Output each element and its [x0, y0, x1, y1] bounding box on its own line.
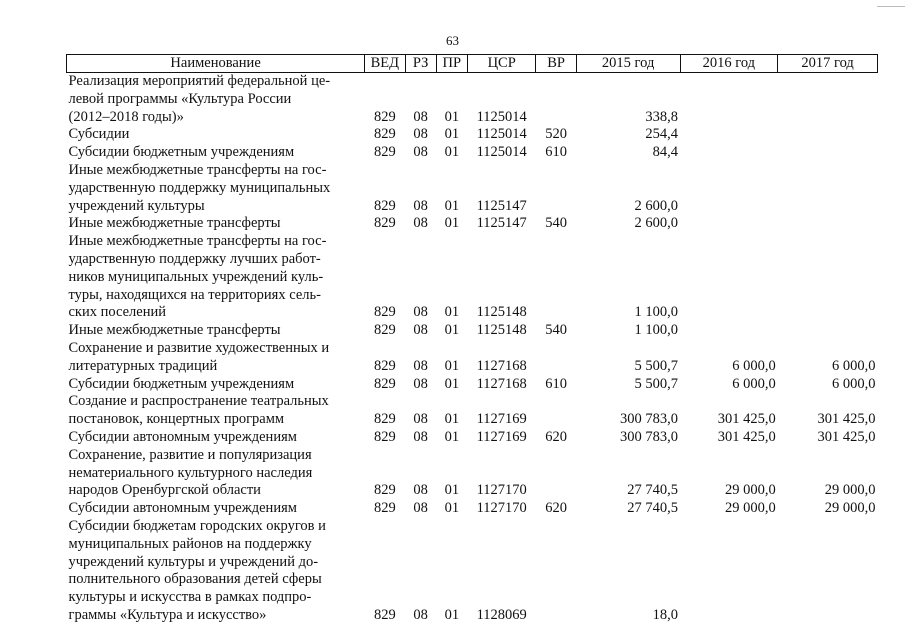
cell-2017	[778, 126, 878, 144]
cell-2017: 29 000,0	[824, 500, 876, 517]
cell-2017: 6 000,0	[832, 357, 876, 374]
name-line: ударственную поддержку лучших работ-	[68, 250, 321, 267]
cell-2015: 18,0	[652, 606, 678, 623]
name-line: учреждений культуры	[68, 197, 205, 214]
name-line: муниципальных районов на поддержку	[68, 535, 312, 552]
budget-table	[66, 54, 878, 625]
cell-rz: 08	[413, 144, 428, 161]
table-row	[67, 500, 878, 518]
cell-vr	[536, 73, 576, 127]
name-line: Создание и распространение театральных	[68, 393, 329, 410]
table-row	[67, 144, 878, 162]
cell-name	[67, 322, 365, 340]
scan-edge-mark	[877, 0, 905, 7]
cell-ved: 829	[373, 411, 396, 428]
cell-csr: 1125148	[476, 304, 527, 321]
cell-name	[67, 73, 365, 127]
cell-csr: 1127170	[476, 500, 527, 517]
cell-2015: 27 740,5	[627, 482, 678, 499]
cell-name	[67, 162, 365, 215]
cell-vr	[536, 518, 576, 625]
cell-2017	[778, 73, 878, 127]
cell-csr: 1125014	[476, 126, 527, 143]
cell-2015: 5 500,7	[634, 357, 678, 374]
cell-name	[67, 144, 365, 162]
cell-2017: 6 000,0	[832, 375, 876, 392]
table-row	[67, 215, 878, 233]
cell-csr: 1127168	[476, 357, 527, 374]
cell-2015: 338,8	[645, 108, 678, 125]
cell-name	[67, 447, 365, 500]
cell-csr: 1125014	[476, 144, 527, 161]
cell-rz: 08	[413, 411, 428, 428]
cell-vr: 610	[545, 375, 567, 392]
name-line: народов Оренбургской области	[68, 482, 261, 499]
table-row	[67, 162, 878, 215]
header-rz: РЗ	[405, 55, 436, 73]
cell-name	[67, 233, 365, 322]
cell-ved: 829	[373, 322, 396, 339]
cell-2017	[778, 162, 878, 215]
cell-2016	[680, 144, 778, 162]
cell-pr: 01	[444, 108, 460, 125]
cell-2017: 301 425,0	[817, 428, 876, 445]
cell-ved: 829	[373, 215, 396, 232]
header-ved: ВЕД	[365, 55, 405, 73]
cell-csr: 1125147	[476, 215, 527, 232]
cell-vr	[536, 340, 576, 376]
name-line: Субсидии бюджетным учреждениям	[68, 375, 295, 392]
cell-2016	[680, 162, 778, 215]
cell-pr: 01	[444, 144, 460, 161]
name-line: ударственную поддержку муниципальных	[68, 179, 331, 196]
name-line: постановок, концертных программ	[68, 411, 285, 428]
cell-2017	[778, 233, 878, 322]
cell-pr: 01	[444, 375, 460, 392]
table-row	[67, 322, 878, 340]
cell-csr: 1125148	[476, 322, 527, 339]
cell-2015: 300 783,0	[620, 411, 678, 428]
cell-name	[67, 376, 365, 394]
cell-2016	[680, 518, 778, 625]
cell-csr: 1127170	[476, 482, 527, 499]
cell-ved: 829	[373, 428, 396, 445]
cell-ved: 829	[373, 144, 396, 161]
cell-csr: 1125147	[476, 197, 527, 214]
cell-name	[67, 340, 365, 376]
cell-2015: 300 783,0	[620, 428, 678, 445]
name-line: Субсидии бюджетным учреждениям	[68, 144, 295, 161]
table-header	[67, 55, 878, 73]
name-line: туры, находящихся на территориях сель-	[68, 286, 321, 303]
cell-2016: 6 000,0	[732, 375, 776, 392]
cell-vr	[536, 162, 576, 215]
cell-rz: 08	[413, 357, 428, 374]
cell-pr: 01	[444, 482, 460, 499]
cell-ved: 829	[373, 126, 396, 143]
cell-pr: 01	[444, 304, 460, 321]
cell-ved: 829	[373, 357, 396, 374]
table-row	[67, 393, 878, 429]
cell-2015: 1 100,0	[634, 304, 678, 321]
name-line: Субсидии	[68, 126, 130, 143]
cell-ved: 829	[373, 375, 396, 392]
cell-vr: 620	[545, 428, 567, 445]
table-row	[67, 73, 878, 127]
cell-vr	[536, 393, 576, 429]
cell-vr: 540	[545, 215, 567, 232]
header-2017: 2017 год	[778, 55, 878, 73]
table-body	[67, 73, 878, 625]
cell-2015: 5 500,7	[634, 375, 678, 392]
cell-csr: 1127169	[476, 411, 527, 428]
cell-pr: 01	[444, 126, 460, 143]
cell-ved: 829	[373, 304, 396, 321]
cell-2016	[680, 233, 778, 322]
name-line: полнительного образования детей сферы	[68, 571, 322, 588]
cell-vr: 610	[545, 144, 567, 161]
cell-2016: 6 000,0	[732, 357, 776, 374]
cell-pr: 01	[444, 428, 460, 445]
table-row	[67, 376, 878, 394]
name-line: Субсидии бюджетам городских округов и	[68, 517, 326, 534]
name-line: левой программы «Культура России	[68, 90, 292, 107]
cell-2016	[680, 215, 778, 233]
name-line: Сохранение, развитие и популяризация	[68, 446, 312, 463]
header-2016: 2016 год	[680, 55, 778, 73]
table-row	[67, 233, 878, 322]
cell-pr: 01	[444, 606, 460, 623]
cell-2017	[778, 215, 878, 233]
table-row	[67, 429, 878, 447]
cell-vr: 540	[545, 322, 567, 339]
cell-2016	[680, 322, 778, 340]
name-line: ников муниципальных учреждений куль-	[68, 268, 324, 285]
cell-2016	[680, 73, 778, 127]
cell-name	[67, 215, 365, 233]
cell-pr: 01	[444, 197, 460, 214]
cell-ved: 829	[373, 606, 396, 623]
name-line: ских поселений	[68, 304, 166, 321]
cell-rz: 08	[413, 482, 428, 499]
cell-ved: 829	[373, 197, 396, 214]
cell-2017: 29 000,0	[824, 482, 876, 499]
name-line: Субсидии автономным учреждениям	[68, 428, 297, 445]
header-2015: 2015 год	[576, 55, 680, 73]
cell-vr: 520	[545, 126, 567, 143]
name-line: Иные межбюджетные трансферты	[68, 215, 281, 232]
cell-rz: 08	[413, 215, 428, 232]
table-row	[67, 340, 878, 376]
cell-vr: 620	[545, 500, 567, 517]
cell-2015: 27 740,5	[627, 500, 678, 517]
table-row	[67, 447, 878, 500]
name-line: Сохранение и развитие художественных и	[68, 339, 330, 356]
cell-vr	[536, 233, 576, 322]
cell-csr: 1127168	[476, 375, 527, 392]
cell-2017	[778, 518, 878, 625]
name-line: литературных традиций	[68, 357, 218, 374]
cell-2015: 2 600,0	[634, 215, 678, 232]
cell-csr: 1127169	[476, 428, 527, 445]
page-number: 63	[446, 33, 459, 48]
cell-rz: 08	[413, 606, 428, 623]
cell-vr	[536, 447, 576, 500]
name-line: граммы «Культура и искусство»	[68, 606, 267, 623]
cell-2016	[680, 126, 778, 144]
name-line: Реализация мероприятий федеральной це-	[68, 73, 331, 89]
cell-pr: 01	[444, 500, 460, 517]
cell-csr: 1125014	[476, 108, 527, 125]
header-name: Наименование	[67, 55, 365, 73]
cell-2015: 1 100,0	[634, 322, 678, 339]
cell-name	[67, 518, 365, 625]
cell-2017	[778, 144, 878, 162]
name-line: культуры и искусства в рамках подпро-	[68, 589, 312, 606]
cell-2015: 2 600,0	[634, 197, 678, 214]
cell-rz: 08	[413, 322, 428, 339]
header-row	[67, 55, 878, 73]
cell-pr: 01	[444, 357, 460, 374]
header-vr: ВР	[536, 55, 576, 73]
cell-2016: 301 425,0	[717, 411, 776, 428]
header-pr: ПР	[436, 55, 467, 73]
header-csr: ЦСР	[467, 55, 536, 73]
name-line: Субсидии автономным учреждениям	[68, 500, 297, 517]
cell-name	[67, 429, 365, 447]
cell-rz: 08	[413, 375, 428, 392]
name-line: нематериального культурного наследия	[68, 464, 313, 481]
cell-2017: 301 425,0	[817, 411, 876, 428]
cell-2016: 29 000,0	[724, 500, 776, 517]
cell-csr: 1128069	[476, 606, 527, 623]
name-line: Иные межбюджетные трансферты	[68, 322, 281, 339]
cell-rz: 08	[413, 500, 428, 517]
cell-pr: 01	[444, 322, 460, 339]
cell-name	[67, 500, 365, 518]
table-row	[67, 518, 878, 625]
cell-name	[67, 126, 365, 144]
table-row	[67, 126, 878, 144]
cell-2015: 254,4	[645, 126, 678, 143]
name-line: (2012–2018 годы)»	[68, 108, 184, 125]
cell-ved: 829	[373, 108, 396, 125]
cell-2016: 29 000,0	[724, 482, 776, 499]
cell-pr: 01	[444, 215, 460, 232]
cell-rz: 08	[413, 428, 428, 445]
cell-ved: 829	[373, 500, 396, 517]
cell-ved: 829	[373, 482, 396, 499]
name-line: Иные межбюджетные трансферты на гос-	[68, 233, 327, 250]
cell-2015: 84,4	[652, 144, 678, 161]
cell-name	[67, 393, 365, 429]
cell-2017	[778, 322, 878, 340]
cell-2016: 301 425,0	[717, 428, 776, 445]
cell-rz: 08	[413, 108, 428, 125]
cell-rz: 08	[413, 197, 428, 214]
name-line: учреждений культуры и учреждений до-	[68, 553, 319, 570]
cell-pr: 01	[444, 411, 460, 428]
cell-rz: 08	[413, 304, 428, 321]
name-line: Иные межбюджетные трансферты на гос-	[68, 161, 327, 178]
cell-rz: 08	[413, 126, 428, 143]
